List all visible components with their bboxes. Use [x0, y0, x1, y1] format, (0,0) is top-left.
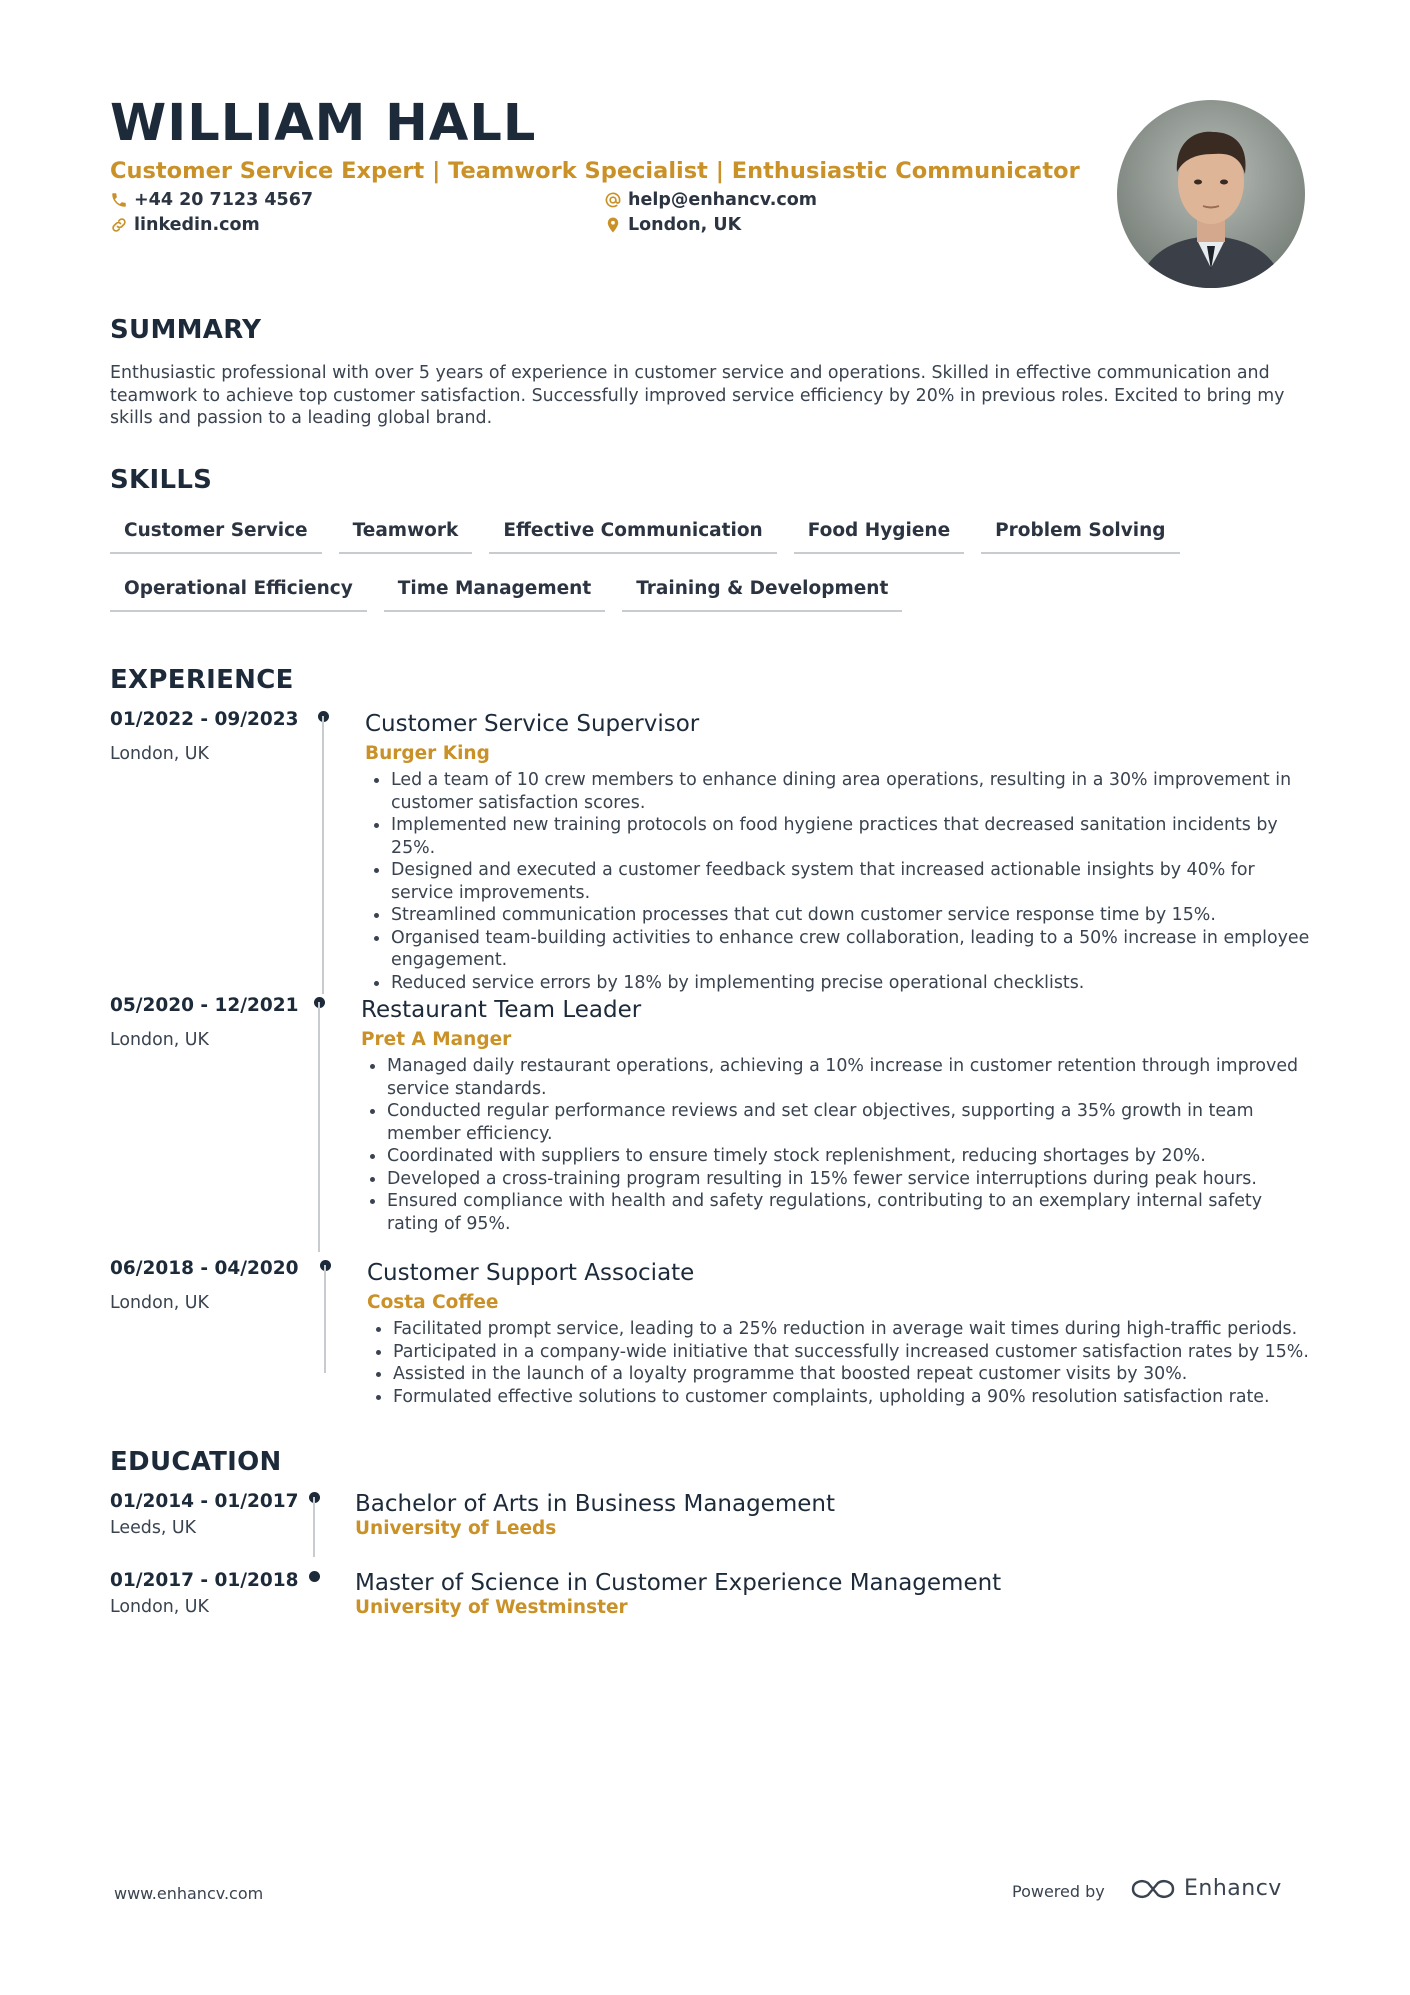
phone-icon: [110, 191, 128, 209]
link-icon: [110, 216, 128, 234]
bullet-item: Streamlined communication processes that cut down customer service response time by 15%.: [365, 904, 1310, 927]
skill-tag: Customer Service: [110, 512, 322, 554]
education-school: University of Westminster: [355, 1597, 628, 1618]
section-title-summary: SUMMARY: [110, 315, 262, 345]
location-pin-icon: [604, 216, 622, 234]
bullet-item: Implemented new training protocols on food hygiene practices that decreased sanitation incidents by 25%.: [365, 814, 1310, 859]
experience-bullets: [367, 1318, 1312, 1408]
candidate-name: WILLIAM HALL: [110, 94, 537, 153]
footer-brand-name: Enhancv: [1184, 1876, 1282, 1901]
experience-location: London, UK: [110, 1030, 209, 1050]
contact-phone: [110, 188, 313, 212]
education-degree: Master of Science in Customer Experience Management: [355, 1570, 1002, 1596]
enhancv-logo-icon: [1130, 1877, 1176, 1901]
experience-company: Costa Coffee: [367, 1292, 499, 1313]
bullet-item: Designed and executed a customer feedback system that increased actionable insights by 40% for service improvements.: [365, 859, 1310, 904]
experience-location: London, UK: [110, 744, 209, 764]
skill-tag: Problem Solving: [981, 512, 1179, 554]
skill-tag: Training & Development: [622, 570, 902, 612]
bullet-item: Formulated effective solutions to customer complaints, upholding a 90% resolution satisfaction rate.: [367, 1386, 1312, 1409]
education-degree: Bachelor of Arts in Business Management: [355, 1491, 835, 1517]
bullet-item: Coordinated with suppliers to ensure timely stock replenishment, reducing shortages by 20%.: [361, 1145, 1306, 1168]
email-text[interactable]: help@enhancv.com: [628, 190, 818, 210]
bullet-item: Participated in a company-wide initiative that successfully increased customer satisfaction rates by 15%.: [367, 1341, 1312, 1364]
skill-tag: Teamwork: [339, 512, 473, 554]
education-dates: 01/2014 - 01/2017: [110, 1491, 299, 1512]
skill-tag: Time Management: [384, 570, 605, 612]
candidate-tagline: Customer Service Expert | Teamwork Specialist | Enthusiastic Communicator: [110, 158, 1080, 184]
skills-list: [110, 512, 1310, 628]
bullet-item: Ensured compliance with health and safety regulations, contributing to an exemplary internal safety rating of 95%.: [361, 1190, 1306, 1235]
linkedin-text[interactable]: linkedin.com: [134, 215, 260, 235]
timeline-line: [313, 1497, 315, 1557]
experience-location: London, UK: [110, 1293, 209, 1313]
footer-website[interactable]: www.enhancv.com: [114, 1884, 264, 1903]
bullet-item: Organised team-building activities to enhance crew collaboration, leading to a 50% increase in employee engagement.: [365, 927, 1310, 972]
experience-dates: 06/2018 - 04/2020: [110, 1258, 299, 1279]
bullet-item: Conducted regular performance reviews and set clear objectives, supporting a 35% growth in team member efficiency.: [361, 1100, 1306, 1145]
experience-company: Pret A Manger: [361, 1029, 512, 1050]
phone-text: +44 20 7123 4567: [134, 190, 314, 210]
timeline-line: [318, 1002, 320, 1252]
experience-role: Restaurant Team Leader: [361, 997, 642, 1023]
summary-text: Enthusiastic professional with over 5 years of experience in customer service and operations. Skilled in effective communication and teamwork to achieve top customer satisfaction. Successfully improved service efficiency by 20% in previous roles. Excited to bring my skills and passion to a leading global brand.: [110, 363, 1285, 428]
experience-role: Customer Support Associate: [367, 1260, 695, 1286]
education-school: University of Leeds: [355, 1518, 557, 1539]
bullet-item: Developed a cross-training program resulting in 15% fewer service interruptions during peak hours.: [361, 1168, 1306, 1191]
education-location: Leeds, UK: [110, 1518, 197, 1538]
footer-powered-by: Powered by: [1012, 1882, 1105, 1901]
skill-tag: Operational Efficiency: [110, 570, 367, 612]
section-title-education: EDUCATION: [110, 1447, 282, 1477]
bullet-item: Assisted in the launch of a loyalty programme that boosted repeat customer visits by 30%.: [367, 1363, 1312, 1386]
bullet-item: Led a team of 10 crew members to enhance dining area operations, resulting in a 30% improvement in customer satisfaction scores.: [365, 769, 1310, 814]
experience-role: Customer Service Supervisor: [365, 711, 700, 737]
experience-dates: 05/2020 - 12/2021: [110, 995, 299, 1016]
at-sign-icon: [604, 191, 622, 209]
education-dates: 01/2017 - 01/2018: [110, 1570, 299, 1591]
skill-tag: Effective Communication: [489, 512, 776, 554]
contact-location: [604, 213, 741, 237]
timeline-dot: [309, 1571, 320, 1582]
location-text: London, UK: [628, 215, 742, 235]
contact-linkedin[interactable]: [110, 213, 260, 237]
experience-company: Burger King: [365, 743, 490, 764]
profile-photo: [1117, 100, 1305, 288]
skills-row: [110, 512, 1310, 570]
skill-tag: Food Hygiene: [794, 512, 964, 554]
education-location: London, UK: [110, 1597, 209, 1617]
section-title-experience: EXPERIENCE: [110, 665, 294, 695]
timeline-line: [322, 716, 324, 994]
timeline-line: [324, 1265, 326, 1373]
experience-bullets: [365, 769, 1310, 994]
experience-dates: 01/2022 - 09/2023: [110, 709, 299, 730]
section-title-skills: SKILLS: [110, 465, 213, 495]
footer-brand-logo[interactable]: [1130, 1876, 1282, 1901]
contact-email[interactable]: [604, 188, 817, 212]
experience-bullets: [361, 1055, 1306, 1235]
bullet-item: Reduced service errors by 18% by implementing precise operational checklists.: [365, 972, 1310, 995]
skills-row: [110, 570, 1310, 628]
bullet-item: Managed daily restaurant operations, achieving a 10% increase in customer retention through improved service standards.: [361, 1055, 1306, 1100]
bullet-item: Facilitated prompt service, leading to a 25% reduction in average wait times during high-traffic periods.: [367, 1318, 1312, 1341]
